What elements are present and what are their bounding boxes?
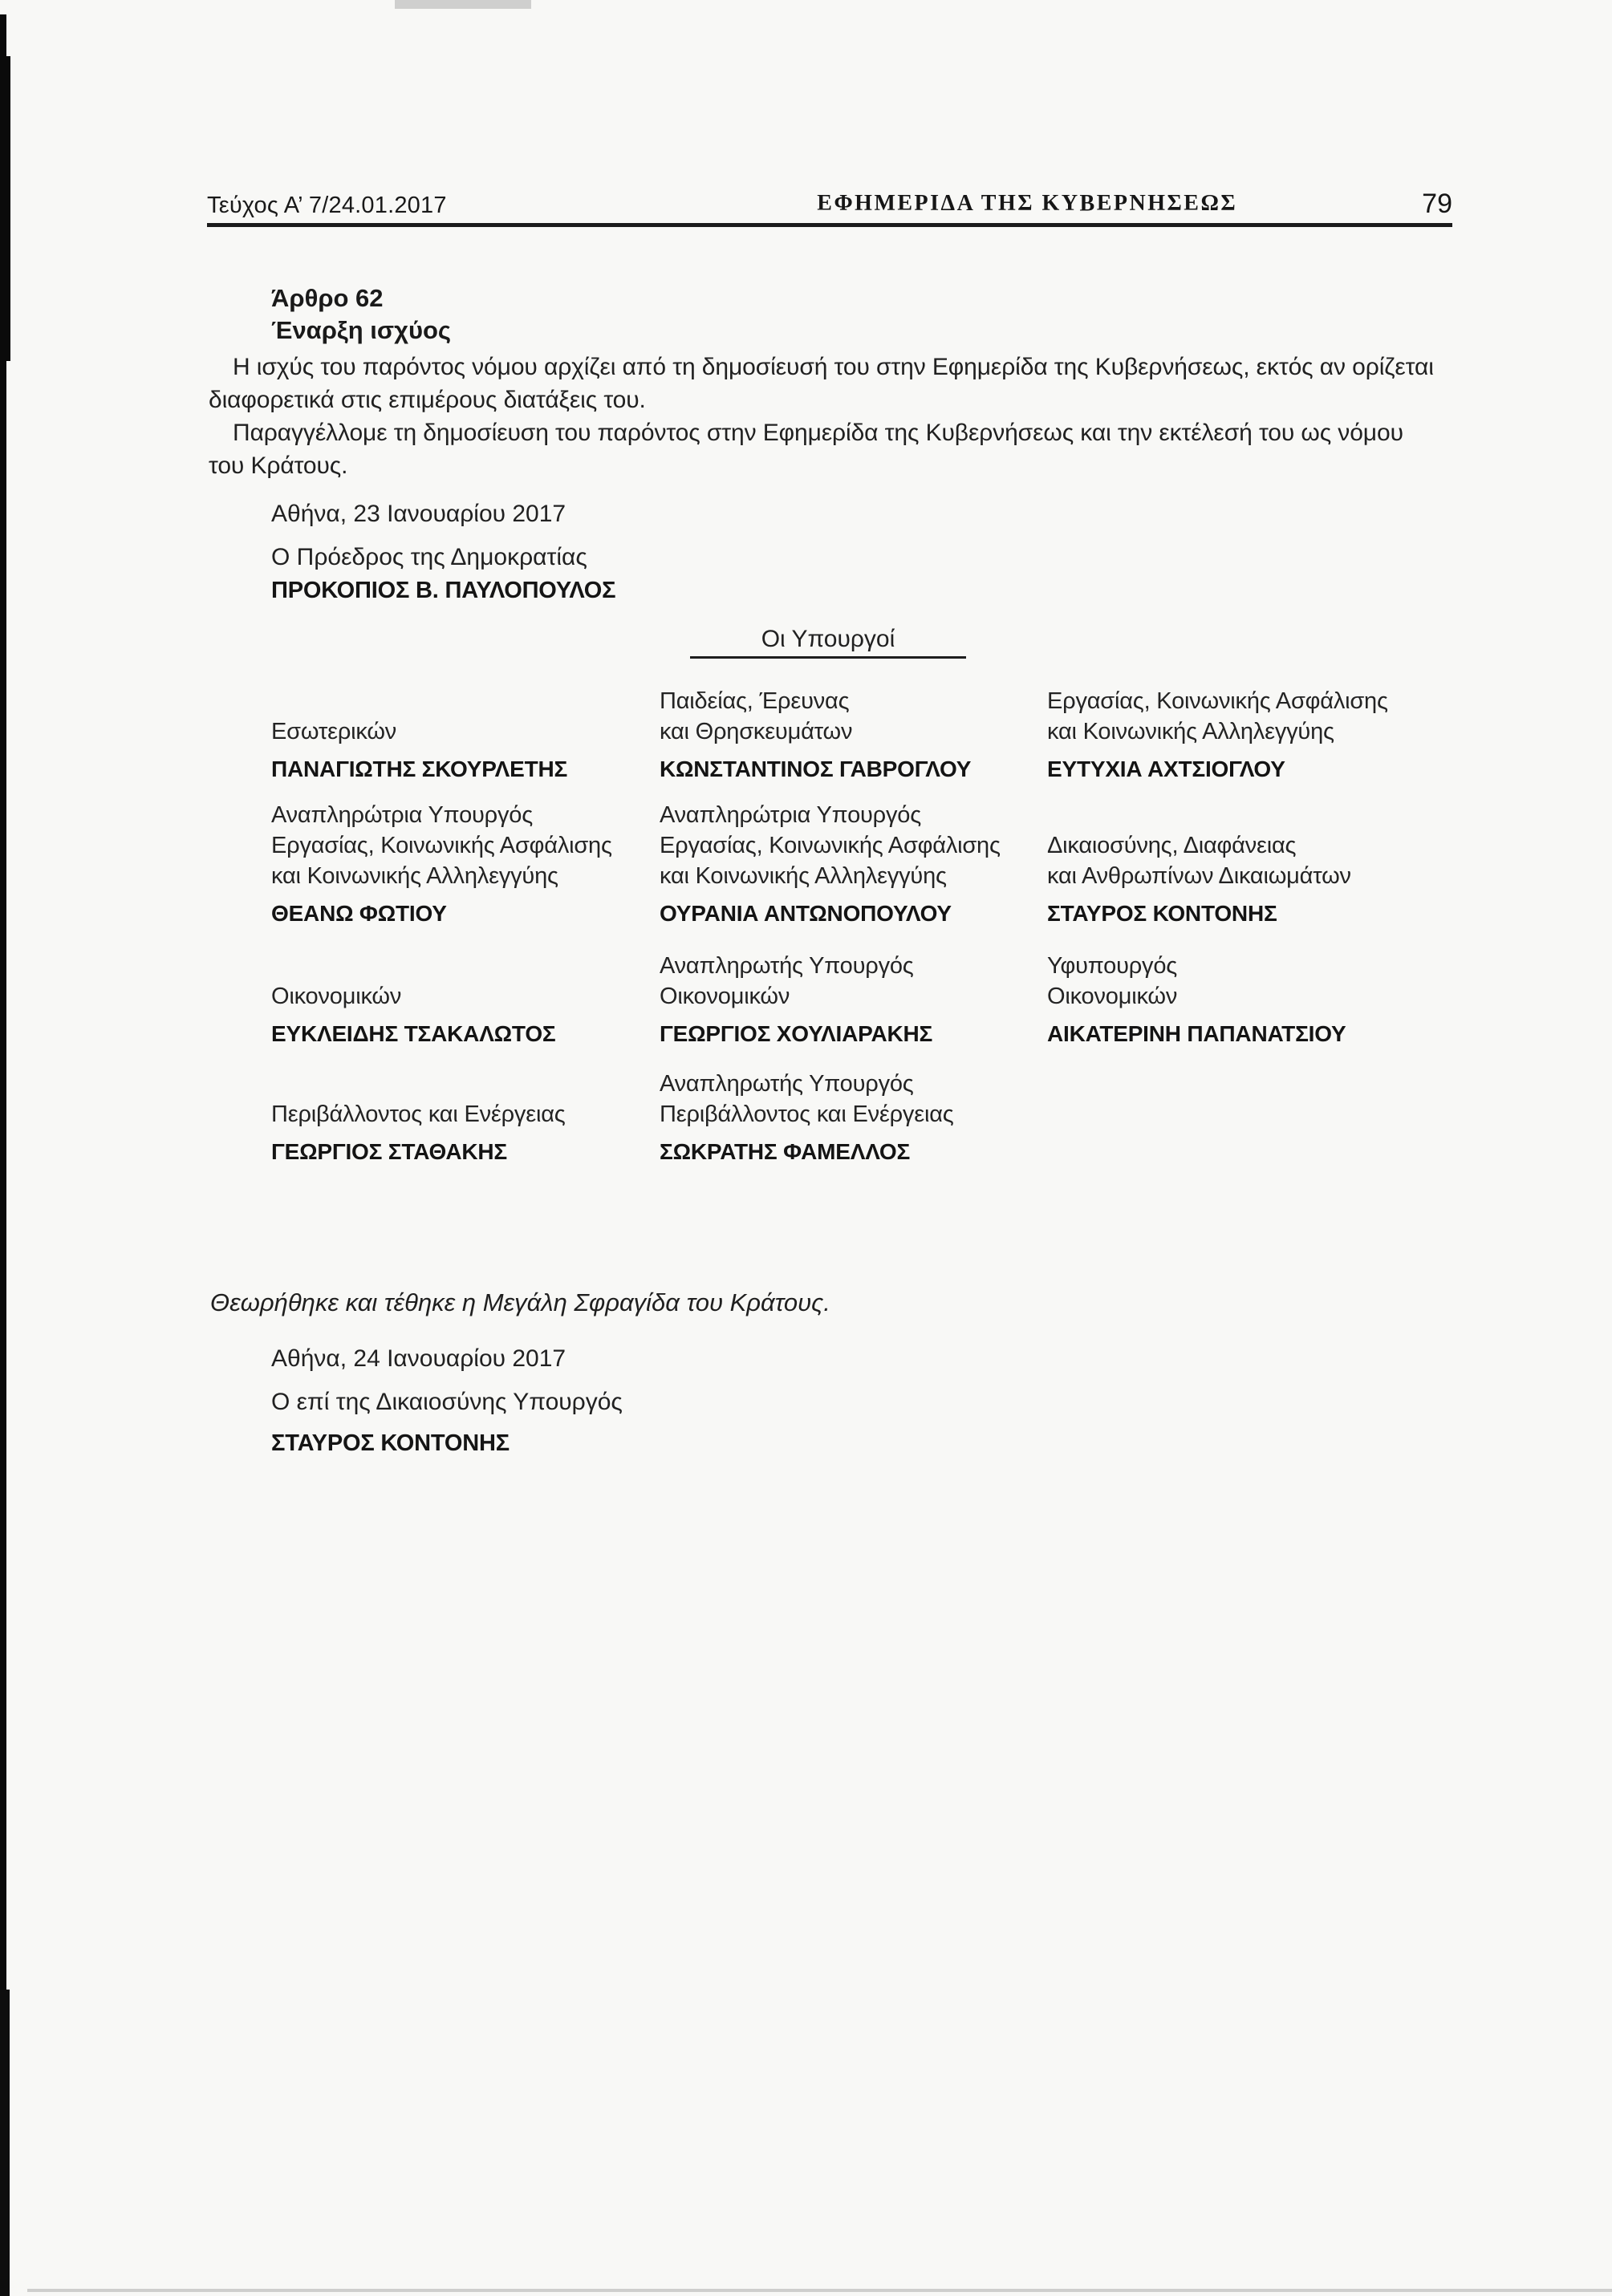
seal-place-date: Αθήνα, 24 Ιανουαρίου 2017 bbox=[271, 1345, 566, 1372]
minister-entry bbox=[271, 672, 660, 789]
minister-office: Εργασίας, Κοινωνικής Ασφάλισης bbox=[660, 833, 1001, 858]
minister-name: ΑΙΚΑΤΕΡΙΝΗ ΠΑΠΑΝΑΤΣΙΟΥ bbox=[1047, 1021, 1346, 1046]
minister-name: ΓΕΩΡΓΙΟΣ ΧΟΥΛΙΑΡΑΚΗΣ bbox=[660, 1021, 933, 1046]
minister-office: Αναπληρωτής Υπουργός bbox=[660, 953, 914, 979]
seal-statement: Θεωρήθηκε και τέθηκε η Μεγάλη Σφραγίδα του Κράτους. bbox=[210, 1288, 830, 1316]
minister-entry bbox=[1047, 672, 1459, 789]
minister-office: Περιβάλλοντος και Ενέργειας bbox=[660, 1101, 954, 1127]
minister-entry bbox=[660, 933, 1047, 1053]
minister-name: ΠΑΝΑΓΙΩΤΗΣ ΣΚΟΥΡΛΕΤΗΣ bbox=[271, 757, 568, 781]
minister-name: ΚΩΝΣΤΑΝΤΙΝΟΣ ΓΑΒΡΟΓΛΟΥ bbox=[660, 757, 972, 781]
minister-entry-empty bbox=[1047, 1053, 1459, 1171]
scan-bottom-shadow bbox=[27, 2289, 1612, 2292]
minister-name: ΕΥΤΥΧΙΑ ΑΧΤΣΙΟΓΛΟΥ bbox=[1047, 757, 1285, 781]
minister-name: ΣΤΑΥΡΟΣ ΚΟΝΤΟΝΗΣ bbox=[1047, 901, 1277, 926]
body-line: Η ισχύς του παρόντος νόμου αρχίζει από τη δημοσίευσή του στην Εφημερίδα της Κυβερνήσεως, εκτός αν ορίζεται bbox=[233, 354, 1434, 380]
justice-minister-title: Ο επί της Δικαιοσύνης Υπουργός bbox=[271, 1389, 623, 1415]
ministers-row bbox=[271, 672, 1459, 789]
ministers-grid bbox=[271, 672, 1459, 1171]
page-header bbox=[207, 189, 1452, 220]
minister-office: Αναπληρώτρια Υπουργός bbox=[660, 802, 921, 828]
issue-label: Τεύχος Α’ 7/24.01.2017 bbox=[207, 193, 447, 218]
minister-office: Περιβάλλοντος και Ενέργειας bbox=[271, 1101, 566, 1127]
president-title: Ο Πρόεδρος της Δημοκρατίας bbox=[271, 544, 587, 570]
minister-entry bbox=[1047, 789, 1459, 933]
minister-name: ΕΥΚΛΕΙΔΗΣ ΤΣΑΚΑΛΩΤΟΣ bbox=[271, 1021, 556, 1046]
minister-entry bbox=[271, 1053, 660, 1171]
minister-name: ΘΕΑΝΩ ΦΩΤΙΟΥ bbox=[271, 901, 447, 926]
ministers-row bbox=[271, 1053, 1459, 1171]
minister-office: Οικονομικών bbox=[271, 984, 402, 1009]
minister-entry bbox=[660, 672, 1047, 789]
scan-smudge bbox=[395, 0, 531, 9]
body-line: διαφορετικά στις επιμέρους διατάξεις του. bbox=[209, 387, 646, 413]
minister-office: Εσωτερικών bbox=[271, 719, 397, 744]
signing-place-date: Αθήνα, 23 Ιανουαρίου 2017 bbox=[271, 501, 566, 527]
page-number: 79 bbox=[1422, 189, 1452, 219]
article-number: Άρθρο 62 bbox=[271, 284, 384, 312]
minister-office: Εργασίας, Κοινωνικής Ασφάλισης bbox=[271, 833, 612, 858]
minister-entry bbox=[1047, 933, 1459, 1053]
ministers-row bbox=[271, 789, 1459, 933]
minister-entry bbox=[271, 789, 660, 933]
minister-office: Αναπληρώτρια Υπουργός bbox=[271, 802, 533, 828]
justice-minister-name: ΣΤΑΥΡΟΣ ΚΟΝΤΟΝΗΣ bbox=[271, 1430, 510, 1456]
minister-office: Οικονομικών bbox=[1047, 984, 1178, 1009]
minister-office: και Κοινωνικής Αλληλεγγύης bbox=[271, 863, 558, 889]
article-heading bbox=[271, 282, 451, 347]
minister-name: ΟΥΡΑΝΙΑ ΑΝΤΩΝΟΠΟΥΛΟΥ bbox=[660, 901, 952, 926]
scan-edge-bar-bottom bbox=[0, 1990, 10, 2296]
body-line: του Κράτους. bbox=[209, 452, 348, 479]
scan-edge-bar-segment bbox=[0, 56, 10, 361]
ministers-heading: Οι Υπουργοί bbox=[690, 626, 966, 659]
minister-entry bbox=[660, 789, 1047, 933]
article-title: Έναρξη ισχύος bbox=[271, 316, 452, 344]
minister-office: Εργασίας, Κοινωνικής Ασφάλισης bbox=[1047, 688, 1388, 714]
minister-office: Αναπληρωτής Υπουργός bbox=[660, 1071, 914, 1097]
minister-office: Δικαιοσύνης, Διαφάνειας bbox=[1047, 833, 1297, 858]
minister-office: Οικονομικών bbox=[660, 984, 790, 1009]
minister-name: ΣΩΚΡΑΤΗΣ ΦΑΜΕΛΛΟΣ bbox=[660, 1139, 911, 1164]
minister-office: και Κοινωνικής Αλληλεγγύης bbox=[660, 863, 947, 889]
article-body bbox=[209, 351, 1460, 482]
minister-entry bbox=[271, 933, 660, 1053]
masthead-title: ΕΦΗΜΕΡΙΔΑ ΤΗΣ ΚΥΒΕΡΝΗΣΕΩΣ bbox=[817, 191, 1238, 216]
body-line: Παραγγέλλομε τη δημοσίευση του παρόντος στην Εφημερίδα της Κυβερνήσεως και την εκτέλεσή του ως νόμου bbox=[233, 420, 1403, 446]
minister-office: Υφυπουργός bbox=[1047, 953, 1178, 979]
ministers-row bbox=[271, 933, 1459, 1053]
minister-office: Παιδείας, Έρευνας bbox=[660, 688, 850, 714]
minister-name: ΓΕΩΡΓΙΟΣ ΣΤΑΘΑΚΗΣ bbox=[271, 1139, 507, 1164]
minister-office: και Ανθρωπίνων Δικαιωμάτων bbox=[1047, 863, 1351, 889]
minister-office: και Θρησκευμάτων bbox=[660, 719, 853, 744]
president-name: ΠΡΟΚΟΠΙΟΣ Β. ΠΑΥΛΟΠΟΥΛΟΣ bbox=[271, 578, 616, 603]
minister-office: και Κοινωνικής Αλληλεγγύης bbox=[1047, 719, 1334, 744]
header-rule bbox=[207, 223, 1452, 227]
minister-entry bbox=[660, 1053, 1047, 1171]
